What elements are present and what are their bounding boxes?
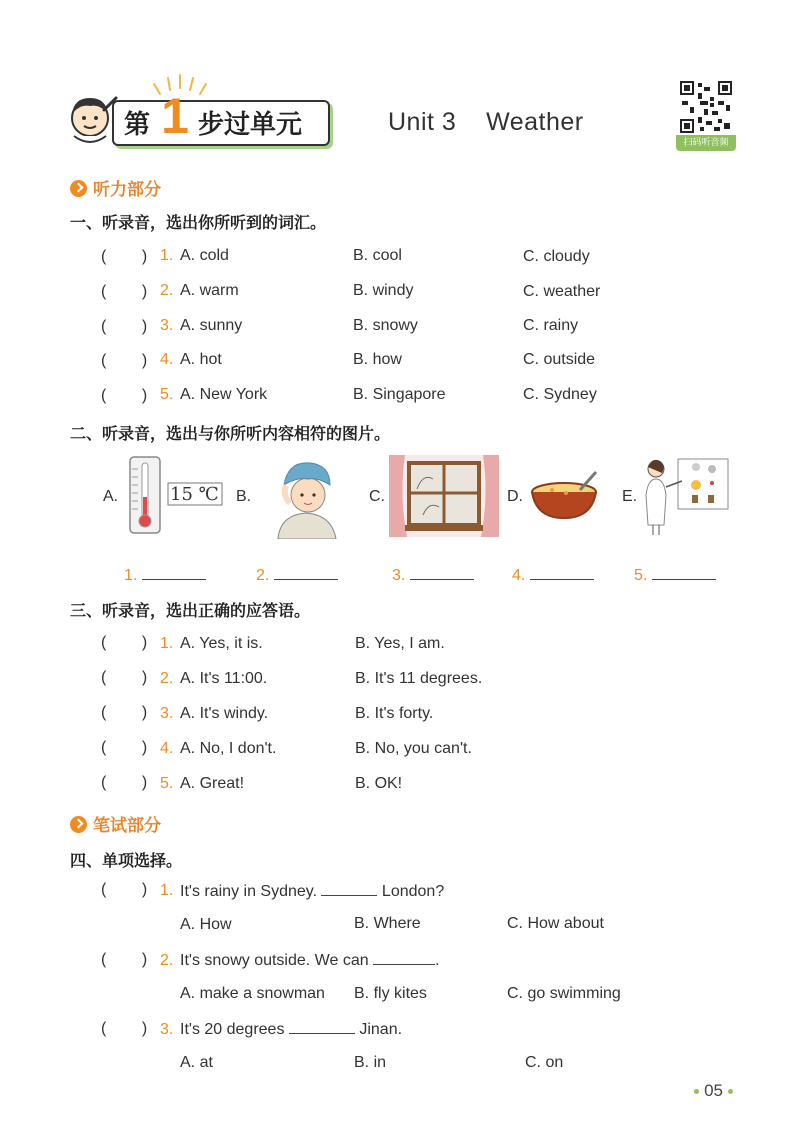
item-number: 3. [160,705,174,722]
dot-icon [694,1089,699,1094]
option-b: B. It's 11 degrees. [355,670,483,687]
picture-label-d: D. [507,488,523,505]
option-b: B. snowy [353,317,418,334]
item-number: 3. [160,317,174,334]
answer-blank[interactable]: ( ) [101,352,148,369]
option-b: B. in [354,1054,387,1071]
qr-code-icon [680,81,732,133]
option-c: C. go swimming [507,985,621,1002]
list-item [101,350,147,370]
option-a: A. It's 11:00. [180,670,268,687]
list-item [101,385,147,405]
option-c: C. cloudy [523,248,590,265]
item-number: 2. [160,952,174,969]
blank-4[interactable]: 4. [512,565,594,585]
chevron-circle-icon [70,816,87,833]
boy-mascot-icon [60,92,120,148]
item-number: 2. [160,282,174,299]
qr-code-block[interactable] [676,79,736,151]
option-c: C. on [525,1054,564,1071]
window-rain-icon [389,455,499,537]
section-listening: 听力部分 [70,175,161,200]
answer-blank[interactable]: ( ) [101,669,148,686]
answer-blank[interactable]: ( ) [101,318,148,335]
answer-blank[interactable]: ( ) [101,283,148,300]
question-text: It's 20 degrees Jinan. [180,1021,403,1038]
option-b: B. Yes, I am. [355,635,445,652]
fill-blank[interactable] [321,881,377,896]
unit-banner [60,80,330,146]
question-text: It's snowy outside. We can . [180,952,440,969]
option-a: A. Great! [180,775,245,792]
fill-blank[interactable] [373,950,435,965]
answer-blank[interactable]: ( ) [101,634,148,651]
part3-title: 三、听录音，选出正确的应答语。 [70,601,311,620]
option-a: A. sunny [180,317,243,334]
blank-3[interactable]: 3. [392,565,474,585]
banner-title: 步过单元 [198,110,303,140]
picture-label-c: C. [369,488,385,505]
option-b: B. cool [353,247,402,264]
option-c: C. How about [507,915,604,932]
picture-label-a: A. [103,488,119,505]
section-writing: 笔试部分 [70,811,161,836]
banner-char-di: 第 [124,110,151,140]
item-number: 1. [160,635,174,652]
option-a: A. Yes, it is. [180,635,263,652]
item-number: 5. [160,775,174,792]
option-c: C. rainy [523,317,579,334]
option-b: B. OK! [355,775,403,792]
answer-blank[interactable]: ( ) [101,387,148,404]
qr-caption: 扫码听音频 [676,135,736,151]
option-a: A. at [180,1054,213,1071]
answer-blank[interactable]: ( ) [101,1020,148,1037]
option-b: B. Singapore [353,386,446,403]
banner-number: 1 [161,88,189,144]
option-b: B. windy [353,282,414,299]
soup-bowl-icon [530,470,600,522]
option-a: A. hot [180,351,222,368]
part2-title: 二、听录音，选出与你所听内容相符的图片。 [70,424,391,443]
blank-5[interactable]: 5. [634,565,716,585]
list-item [101,281,147,301]
answer-blank[interactable]: ( ) [101,248,148,265]
part1-title: 一、听录音，选出你所听到的词汇。 [70,213,327,232]
answer-blank[interactable]: ( ) [101,881,148,898]
option-c: C. Sydney [523,386,597,403]
list-item [101,246,147,266]
question-text: It's rainy in Sydney. London? [180,883,445,900]
item-number: 5. [160,386,174,403]
item-number: 1. [160,882,174,899]
part4-title: 四、单项选择。 [70,851,183,870]
option-a: A. New York [180,386,268,403]
item-number: 4. [160,351,174,368]
answer-blank[interactable]: ( ) [101,774,148,791]
option-a: A. make a snowman [180,985,325,1002]
item-number: 2. [160,670,174,687]
option-b: B. It's forty. [355,705,434,722]
list-item [101,316,147,336]
option-a: A. cold [180,247,229,264]
option-c: C. weather [523,283,601,300]
option-a: A. How [180,916,232,933]
answer-blank[interactable]: ( ) [101,951,148,968]
item-number: 3. [160,1021,174,1038]
chevron-circle-icon [70,180,87,197]
thermometer-reading: 15 ℃ [170,484,219,505]
dot-icon [728,1089,733,1094]
option-b: B. No, you can't. [355,740,472,757]
item-number: 4. [160,740,174,757]
option-b: B. how [353,351,402,368]
boy-towel-icon [268,455,344,539]
picture-label-e: E. [622,488,638,505]
blank-2[interactable]: 2. [256,565,338,585]
option-a: A. warm [180,282,239,299]
page-number: 05 [689,1081,738,1101]
option-a: A. No, I don't. [180,740,277,757]
option-c: C. outside [523,351,596,368]
option-b: B. Where [354,915,421,932]
teacher-weather-chart-icon [642,455,730,537]
answer-blank[interactable]: ( ) [101,704,148,721]
fill-blank[interactable] [289,1019,355,1034]
answer-blank[interactable]: ( ) [101,739,148,756]
option-a: A. It's windy. [180,705,269,722]
option-b: B. fly kites [354,985,427,1002]
item-number: 1. [160,247,174,264]
unit-title: Unit 3 Weather [388,108,584,136]
blank-1[interactable]: 1. [124,565,206,585]
picture-label-b: B. [236,488,252,505]
